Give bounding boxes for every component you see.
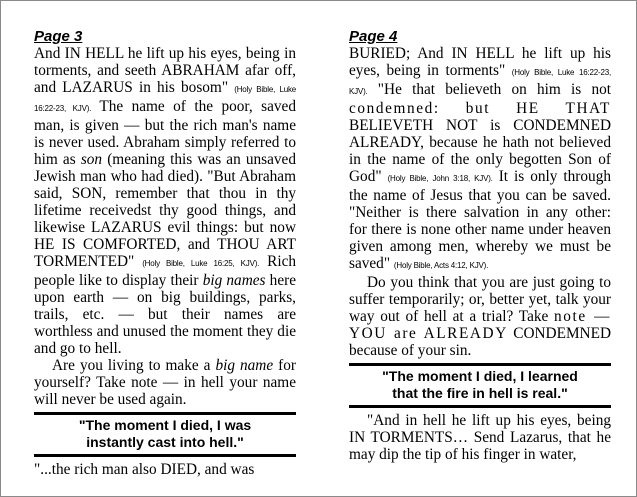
page-label: Page 3 xyxy=(34,28,83,45)
paragraph: "And in hell he lift up his eyes, being IN TORMENTS… Send Lazarus, that he may dip the tip of his finger in water, xyxy=(349,412,611,463)
scripture-reference: (Holy Bible, Luke 16:25, KJV). xyxy=(142,259,260,268)
paragraph: Do you think that you are just going to suffer temporarily; or, better yet, talk your way out of hell at a trial? Take note — YOU are ALREADY CONDEMNED because of your sin. xyxy=(349,274,611,359)
scripture-reference: (Holy Bible, Acts 4:12, KJV). xyxy=(393,261,489,270)
callout-quote: "The moment I died, I was instantly cast into hell." xyxy=(34,412,296,457)
paragraph: BURIED; And IN HELL he lift up his eyes, being in torments" (Holy Bible, Luke 16:22-23, KJV). "He that believeth on him is not condemned: but HE THAT BELIEVETH NOT is CONDEMNED ALREADY, because he hath not believed in the name of the only begotten Son of God" (Holy Bible, John 3:18, KJV). It is only through the name of Jesus that you can be saved. "Neither is there salvation in any other: for there is none other name under heaven given among men, whereby we must be saved" (Holy Bible, Acts 4:12, KJV). xyxy=(349,45,611,272)
scripture-reference: (Holy Bible, Luke 16:22-23, KJV). xyxy=(349,68,611,96)
paragraph: "...the rich man also DIED, and was xyxy=(34,461,255,478)
page-label: Page 4 xyxy=(349,28,398,45)
right-page xyxy=(349,28,611,463)
left-page xyxy=(34,28,296,478)
callout-quote: "The moment I died, I learned that the fire in hell is real." xyxy=(349,363,611,408)
paragraph: And IN HELL he lift up his eyes, being in torments, and seeth ABRAHAM afar off, and LAZARUS in his bosom" (Holy Bible, Luke 16:22-23, KJV). The name of the poor, saved man, is given — but the rich man's name is never used. Abraham simply referred to him as son (meaning this was an unsaved Jewish man who had died). "But Abraham said, SON, remember that thou in thy lifetime receivedst thy good things, and likewise LAZARUS evil things: but now HE IS COMFORTED, and THOU ART TORMENTED" (Holy Bible, Luke 16:25, KJV). Rich people like to display their big names here upon earth — on big buildings, parks, trails, etc. — but their names are worthless and unused the moment they die and go to hell. xyxy=(34,45,297,357)
scripture-reference: (Holy Bible, Luke 16:22-23, KJV). xyxy=(34,85,297,113)
emphasis: big names xyxy=(202,272,266,289)
emphasis: big name xyxy=(215,357,274,374)
emphasis: son xyxy=(80,151,103,168)
paragraph: Are you living to make a big name for yourself? Take note — in hell your name will never be used again. xyxy=(34,357,296,408)
scripture-reference: (Holy Bible, John 3:18, KJV). xyxy=(387,174,493,183)
